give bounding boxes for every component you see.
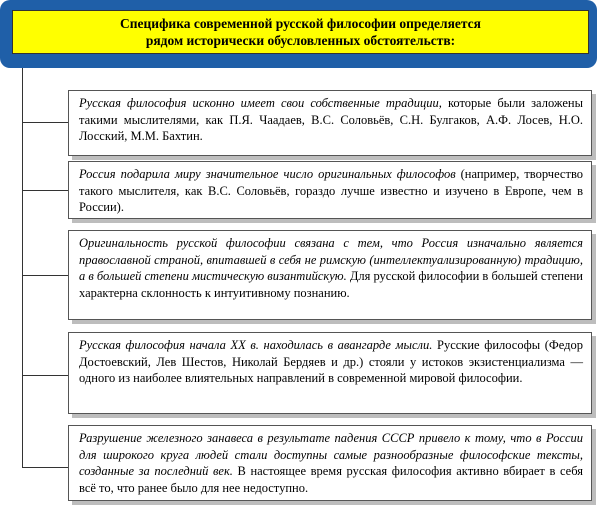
connector-branch-5 [22,467,68,468]
connector-branch-1 [22,122,68,123]
fact-card-1-lead: Русская философия исконно имеет свои собственные традиции, [79,96,442,110]
fact-card-5-text: В настоящее время русская философия активно вбирает в себя всё то, что ранее было для нее недоступно. [79,464,584,495]
title-line-2: рядом исторически обусловленных обстоятельств: [145,33,456,48]
fact-card-2 [68,161,592,219]
fact-card-4-lead: Русская философия начала XX в. находилась в авангарде мысли. [79,338,433,352]
fact-card-1 [68,90,592,156]
fact-card-3 [68,230,592,320]
title-line-1: Специфика современной русской философии определяется [120,16,481,31]
connector-branch-2 [22,190,68,191]
fact-card-2-lead: Россия подарила миру значительное число оригинальных философов [79,167,456,181]
connector-branch-4 [22,375,68,376]
fact-card-3-text: Для русской философии в большей степени характерна склонность к интуитивному познанию. [79,269,583,300]
fact-card-4 [68,332,592,414]
page-title [120,15,481,49]
connector-branch-3 [22,275,68,276]
fact-card-4-text: Русские философы (Федор Достоевский, Лев Шестов, Николай Бердяев и др.) стояли у истоков экзистенциализма — одного из наиболее влиятельных направлений в современной мировой философии. [79,338,584,386]
header-title-box [12,10,589,54]
fact-card-5-lead: Разрушение железного занавеса в результате падения СССР привело к тому, что в России для широкого круга людей стали доступны самые разнообразные философские тексты, созданные за последний век. [79,431,583,479]
fact-card-1-text: которые были заложены такими мыслителями, как П.Я. Чаадаев, В.С. Соловьёв, С.Н. Булгаков, А.Ф. Лосев, Н.О. Лосский, М.М. Бахтин. [79,96,583,144]
fact-card-3-lead: Оригинальность русской философии связана с тем, что Россия изначально является православной страной, впитавшей в себя не римскую (интеллектуализированную) традицию, а в большей степени мистическую византийскую. [79,236,583,284]
connector-vertical-line [22,68,23,468]
fact-card-2-text: (например, творчество такого мыслителя, как В.С. Соловьёв, гораздо лучше известно и изучено в Европе, чем в России). [79,167,584,215]
fact-card-5 [68,425,592,501]
header-frame [0,0,597,68]
